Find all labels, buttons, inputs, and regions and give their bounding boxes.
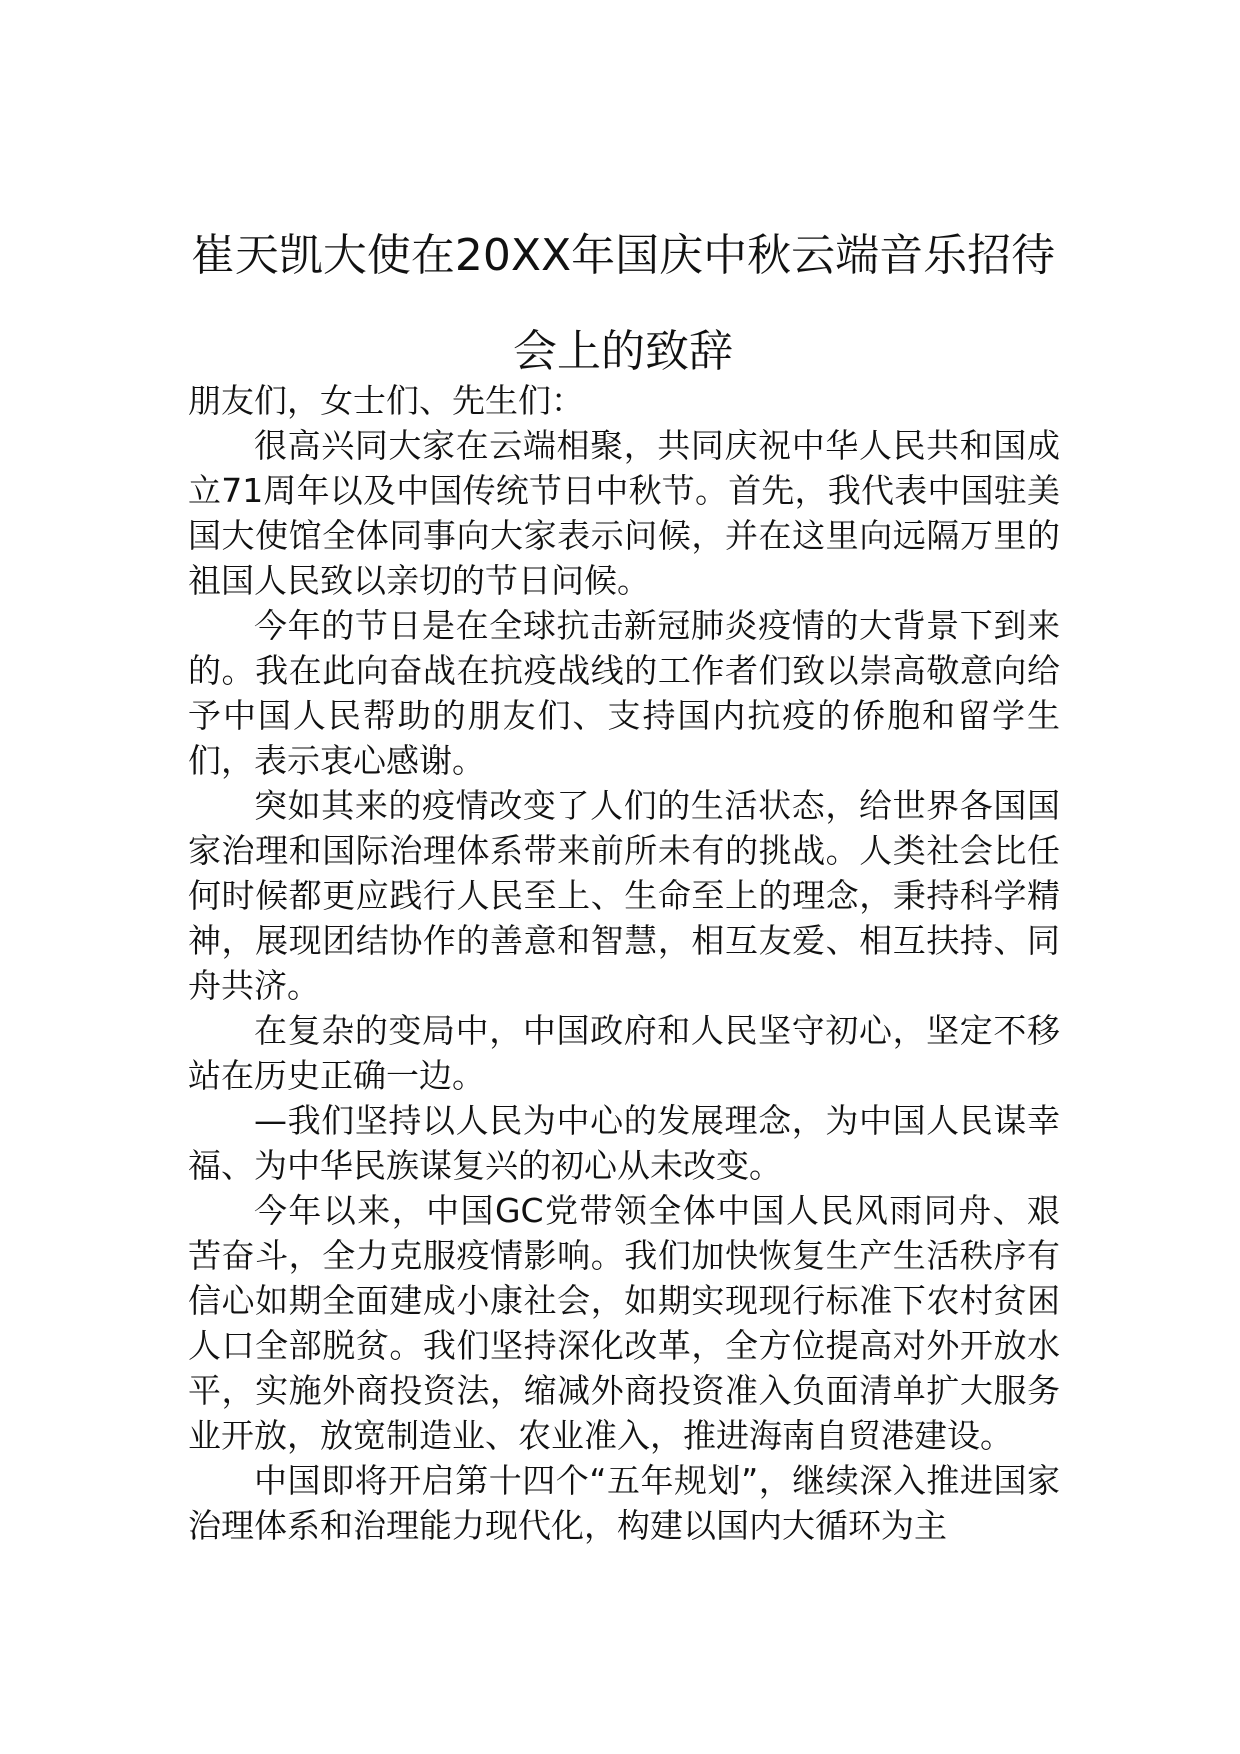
- paragraph: 今年以来，中国GC党带领全体中国人民风雨同舟、艰苦奋斗，全力克服疫情影响。我们加快恢复生产生活秩序有信心如期全面建成小康社会，如期实现现行标准下农村贫困人口全部脱贫。我们坚持深化改革，全方位提高对外开放水平，实施外商投资法，缩减外商投资准入负面清单扩大服务业开放，放宽制造业、农业准入，推进海南自贸港建设。: [188, 1191, 1060, 1455]
- paragraph: 突如其来的疫情改变了人们的生活状态，给世界各国国家治理和国际治理体系带来前所未有的挑战。人类社会比任何时候都更应践行人民至上、生命至上的理念，秉持科学精神，展现团结协作的善意和智慧，相互友爱、相互扶持、同舟共济。: [188, 786, 1060, 1005]
- paragraph: 今年的节日是在全球抗击新冠肺炎疫情的大背景下到来的。我在此向奋战在抗疫战线的工作者们致以崇高敬意向给予中国人民帮助的朋友们、支持国内抗疫的侨胞和留学生们，表示衷心感谢。: [188, 606, 1060, 780]
- salutation: 朋友们，女士们、先生们：: [188, 381, 584, 420]
- paragraph: 中国即将开启第十四个“五年规划”，继续深入推进国家治理体系和治理能力现代化，构建以国内大循环为主: [188, 1461, 1060, 1545]
- document-title: 崔天凯大使在20XX年国庆中秋云端音乐招待会上的致辞: [190, 230, 1056, 377]
- paragraph: 在复杂的变局中，中国政府和人民坚守初心，坚定不移站在历史正确一边。: [188, 1011, 1060, 1095]
- paragraph: —我们坚持以人民为中心的发展理念，为中国人民谋幸福、为中华民族谋复兴的初心从未改变。: [188, 1101, 1060, 1185]
- document-body: [188, 378, 1060, 1548]
- paragraph: 很高兴同大家在云端相聚，共同庆祝中华人民共和国成立71周年以及中国传统节日中秋节。首先，我代表中国驻美国大使馆全体同事向大家表示问候，并在这里向远隔万里的祖国人民致以亲切的节日问候。: [188, 426, 1060, 600]
